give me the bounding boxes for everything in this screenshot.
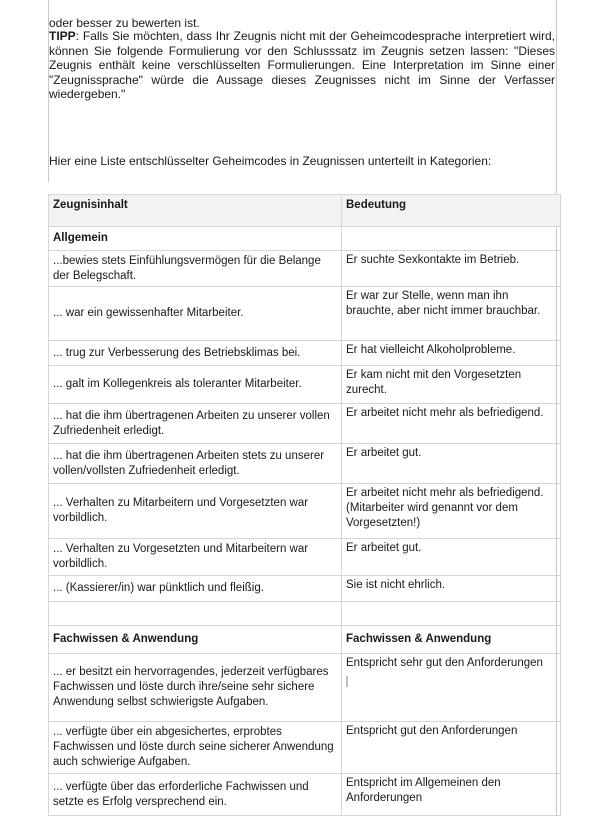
row-meaning: Er arbeitet gut.: [342, 539, 561, 576]
table-row: [49, 774, 561, 816]
category-title: Fachwissen & Anwendung: [49, 626, 342, 654]
table-header-row: [49, 195, 561, 227]
row-content: ... verfügte über das erforderliche Fachwissen und setzte es Erfolg versprechend ein.: [49, 774, 342, 816]
row-meaning: [342, 654, 561, 722]
code-table: [48, 194, 561, 816]
row-meaning: Er war zur Stelle, wenn man ihn brauchte, aber nicht immer brauchbar.: [342, 287, 561, 341]
table-row: [49, 654, 561, 722]
table-row: [49, 251, 561, 287]
column-header-content: Zeugnisinhalt: [49, 195, 342, 227]
row-meaning: Er kam nicht mit den Vorgesetzten zurecht.: [342, 366, 561, 404]
row-content: ... Verhalten zu Mitarbeitern und Vorgesetzten war vorbildlich.: [49, 484, 342, 539]
column-header-meaning: Bedeutung: [342, 195, 561, 227]
row-meaning: Er arbeitet nicht mehr als befriedigend.: [342, 404, 561, 444]
row-meaning: Entspricht im Allgemeinen den Anforderungen: [342, 774, 561, 816]
row-meaning: Er suchte Sexkontakte im Betrieb.: [342, 251, 561, 287]
row-meaning: [342, 602, 561, 626]
category-title-right: Fachwissen & Anwendung: [342, 626, 561, 654]
tip-text: : Falls Sie möchten, dass Ihr Zeugnis nicht mit der Geheimcodesprache interpretiert wird, können Sie folgende Formulierung vor den Schlusssatz im Zeugnis setzen lassen: "Dieses Zeugnis enthält keine verschlüsselten Formulierungen. Eine Interpretation im Sinne einer "Zeugnissprache" würde die Aussage dieses Zeugnisses nicht im Sinne der Verfasser wiedergeben.": [49, 29, 555, 101]
tip-paragraph: [49, 29, 555, 102]
table-row: [49, 404, 561, 444]
tip-label: TIPP: [49, 29, 76, 43]
row-content: ... galt im Kollegenkreis als toleranter Mitarbeiter.: [49, 366, 342, 404]
table-row: [49, 444, 561, 484]
row-content: ... Verhalten zu Vorgesetzten und Mitarbeitern war vorbildlich.: [49, 539, 342, 576]
row-meaning: Er arbeitet nicht mehr als befriedigend. (Mitarbeiter wird genannt vor dem Vorgesetzten!): [342, 484, 561, 539]
row-content: ...bewies stets Einfühlungsvermögen für die Belange der Belegschaft.: [49, 251, 342, 287]
list-intro-text: Hier eine Liste entschlüsselter Geheimcodes in Zeugnissen unterteilt in Kategorien:: [49, 154, 492, 168]
table-row: [49, 341, 561, 366]
table-row: [49, 366, 561, 404]
row-meaning: Sie ist nicht ehrlich.: [342, 576, 561, 602]
row-meaning-text: Entspricht sehr gut den Anforderungen: [346, 657, 543, 669]
row-meaning: Er arbeitet gut.: [342, 444, 561, 484]
table-row: [49, 287, 561, 341]
category-row-allgemein: [49, 227, 561, 251]
row-content: ... hat die ihm übertragenen Arbeiten stets zu unserer vollen/vollsten Zufriedenheit erledigt.: [49, 444, 342, 484]
table-row: [49, 722, 561, 774]
row-content: ... hat die ihm übertragenen Arbeiten zu unserer vollen Zufriedenheit erledigt.: [49, 404, 342, 444]
text-cursor: [346, 676, 348, 687]
row-content: [49, 602, 342, 626]
row-meaning: Entspricht gut den Anforderungen: [342, 722, 561, 774]
table-row: [49, 484, 561, 539]
intro-tail-text: oder besser zu bewerten ist.: [49, 16, 200, 30]
row-content: ... (Kassierer/in) war pünktlich und fleißig.: [49, 576, 342, 602]
category-row-fachwissen: [49, 626, 561, 654]
category-title-right: [342, 227, 561, 251]
category-title: Allgemein: [49, 227, 342, 251]
table-row-empty: [49, 602, 561, 626]
table-row: [49, 576, 561, 602]
table-row: [49, 539, 561, 576]
row-content: ... verfügte über ein abgesichertes, erprobtes Fachwissen und löste durch seine sicherer Anwendung auch schwierige Aufgaben.: [49, 722, 342, 774]
row-meaning: Er hat vielleicht Alkoholprobleme.: [342, 341, 561, 366]
row-content: ... er besitzt ein hervorragendes, jederzeit verfügbares Fachwissen und löste durch ihre/seine sehr sichere Anwendung selbst schwierigste Aufgaben.: [49, 654, 342, 722]
row-content: ... trug zur Verbesserung des Betriebsklimas bei.: [49, 341, 342, 366]
row-content: ... war ein gewissenhafter Mitarbeiter.: [49, 287, 342, 341]
